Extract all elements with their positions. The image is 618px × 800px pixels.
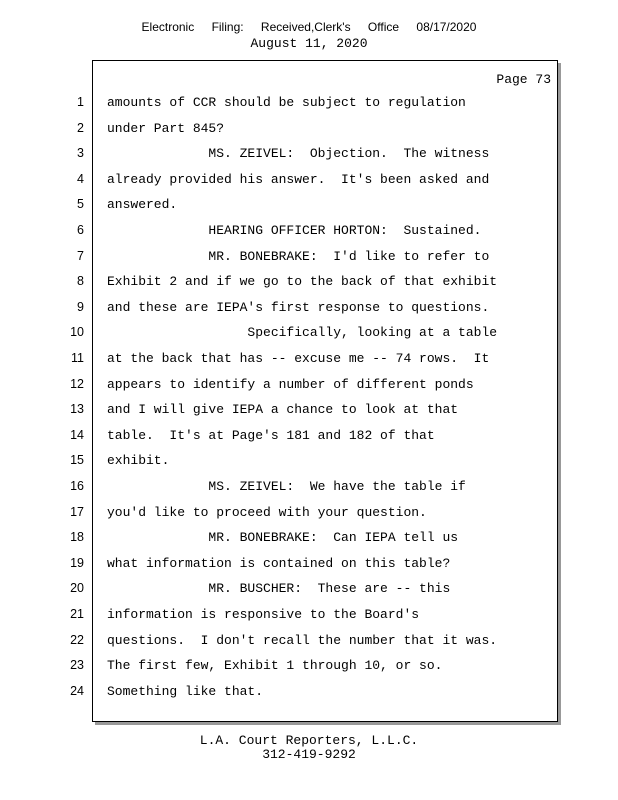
line-number: 20 (70, 581, 84, 596)
line-text: amounts of CCR should be subject to regulation (107, 95, 466, 110)
line-text: already provided his answer. It's been asked and (107, 171, 490, 187)
line-text: HEARING OFFICER HORTON: Sustained. (107, 223, 482, 238)
line-number: 24 (70, 683, 84, 698)
line-number: 4 (77, 171, 84, 186)
line-number: 13 (70, 402, 84, 417)
line-number: 7 (77, 248, 84, 263)
filing-word-received: Received,Clerk's (260, 20, 351, 34)
line-number: 5 (77, 197, 84, 212)
line-number: 14 (70, 427, 84, 442)
line-number: 18 (70, 530, 84, 545)
line-text: you'd like to proceed with your question. (107, 504, 427, 520)
line-number: 17 (70, 504, 84, 519)
line-number: 8 (77, 274, 84, 289)
line-number: 6 (77, 223, 84, 237)
filing-stamp (0, 20, 618, 34)
line-text: at the back that has -- excuse me -- 74 rows. It (107, 351, 490, 366)
line-text: MS. ZEIVEL: Objection. The witness (107, 146, 490, 162)
line-text: MR. BONEBRAKE: Can IEPA tell us (107, 530, 459, 546)
line-number: 22 (70, 632, 84, 647)
line-text: exhibit. (107, 453, 170, 469)
line-text: The first few, Exhibit 1 through 10, or so. (107, 658, 443, 674)
line-number: 15 (70, 453, 84, 468)
line-number: 2 (77, 120, 84, 135)
line-text: table. It's at Page's 181 and 182 of that (107, 427, 435, 443)
line-text: MR. BUSCHER: These are -- this (107, 581, 451, 597)
filing-word-filing: Filing: (211, 20, 244, 34)
line-text: information is responsive to the Board's (107, 607, 420, 622)
filing-word-office: Office (367, 20, 400, 34)
line-text: and these are IEPA's first response to questions. (107, 299, 490, 315)
line-text: under Part 845? (107, 120, 225, 136)
line-text: what information is contained on this table? (107, 555, 451, 571)
line-number: 23 (70, 658, 84, 673)
court-reporter-name: L.A. Court Reporters, L.L.C. (199, 733, 419, 748)
line-text: Exhibit 2 and if we go to the back of that exhibit (107, 274, 498, 290)
filing-word-electronic: Electronic (141, 20, 195, 34)
line-number: 9 (77, 299, 84, 314)
line-text: Something like that. (107, 683, 264, 699)
line-text: Specifically, looking at a table (107, 325, 498, 341)
line-number: 12 (70, 376, 84, 391)
line-text: answered. (107, 197, 178, 213)
line-text: questions. I don't recall the number that it was. (107, 632, 498, 648)
filing-date: 08/17/2020 (416, 20, 477, 34)
line-number: 1 (77, 95, 84, 109)
line-text: and I will give IEPA a chance to look at that (107, 402, 459, 418)
page-number: Page 73 (496, 72, 551, 87)
line-number: 10 (70, 325, 84, 340)
line-text: MS. ZEIVEL: We have the table if (107, 479, 466, 494)
line-text: MR. BONEBRAKE: I'd like to refer to (107, 248, 490, 264)
line-number: 11 (71, 351, 84, 365)
court-reporter-phone: 312-419-9292 (262, 747, 356, 762)
hearing-date: August 11, 2020 (250, 36, 368, 51)
line-number: 21 (70, 607, 84, 621)
line-text: appears to identify a number of different ponds (107, 376, 474, 392)
line-number: 3 (77, 146, 84, 161)
line-number: 19 (70, 555, 84, 570)
line-number: 16 (70, 479, 84, 493)
